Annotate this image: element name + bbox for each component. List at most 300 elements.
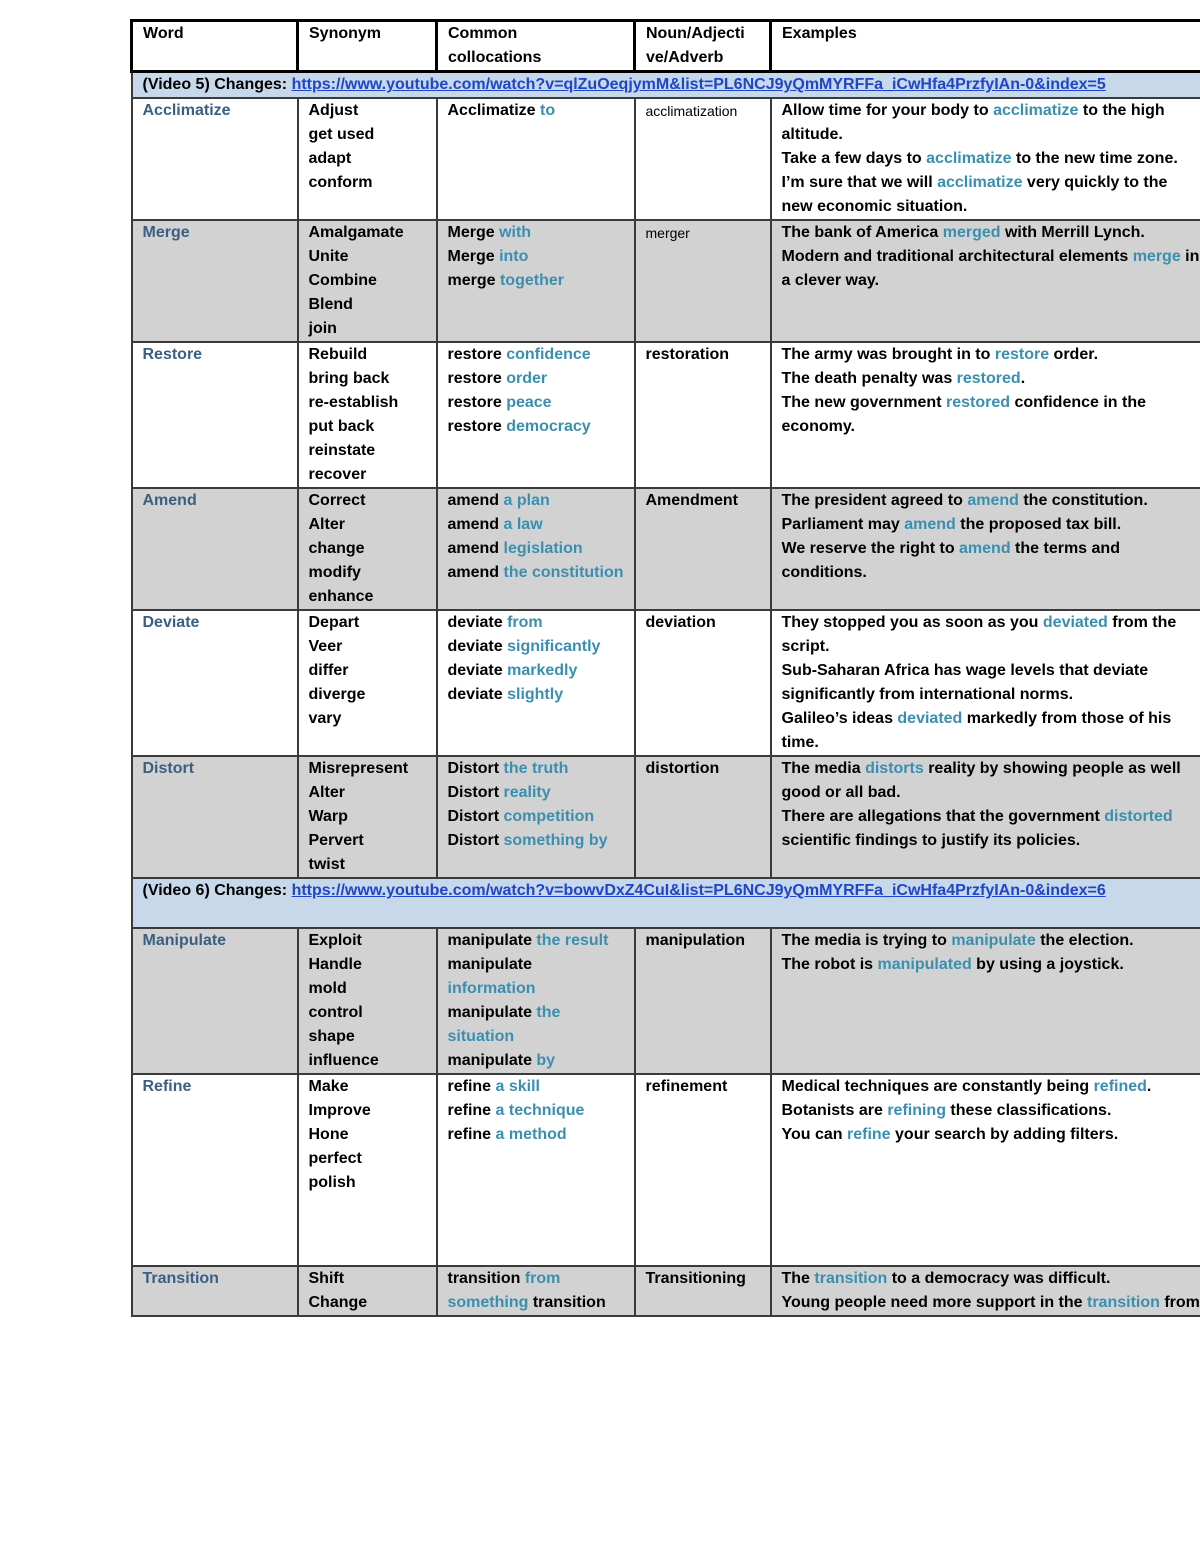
header-noun: Noun/Adjecti ve/Adverb bbox=[635, 21, 771, 72]
noun-form: deviation bbox=[645, 614, 716, 631]
collocation-highlight: the constitution bbox=[503, 564, 624, 581]
collocation-highlight: from bbox=[507, 614, 543, 631]
example-text: reality by showing people as well good or all bad. bbox=[781, 760, 1181, 801]
collocation-item bbox=[448, 611, 624, 635]
example-sentence bbox=[782, 221, 1200, 245]
word-cell bbox=[132, 488, 298, 610]
example-text: to the new time zone. bbox=[1011, 150, 1178, 167]
example-text: from the script. bbox=[781, 614, 1177, 655]
example-text: Allow time for your body to bbox=[781, 102, 994, 119]
synonym-cell bbox=[298, 220, 437, 342]
collocation-item bbox=[448, 391, 624, 415]
example-text: from bbox=[1159, 1294, 1200, 1311]
noun-cell bbox=[635, 1074, 771, 1266]
collocation-item bbox=[448, 781, 624, 805]
noun-cell bbox=[635, 1266, 771, 1316]
synonym-item: shape bbox=[308, 1028, 355, 1045]
synonym-item: Hone bbox=[308, 1126, 349, 1143]
collocation-highlight: confidence bbox=[506, 346, 591, 363]
collocation-item bbox=[448, 929, 624, 953]
example-sentence bbox=[782, 367, 1200, 391]
noun-cell bbox=[635, 342, 771, 488]
examples-cell bbox=[771, 1266, 1200, 1316]
collocation-text: manipulate bbox=[447, 1052, 537, 1069]
table-row bbox=[132, 1074, 1200, 1266]
example-text: your search by adding filters. bbox=[890, 1126, 1119, 1143]
noun-form: Transitioning bbox=[645, 1270, 746, 1287]
example-text: the terms and conditions. bbox=[781, 540, 1120, 581]
synonym-item: Make bbox=[308, 1078, 349, 1095]
collocation-highlight: a method bbox=[495, 1126, 567, 1143]
example-highlight: amend bbox=[967, 492, 1019, 509]
example-text: Sub-Saharan Africa has wage levels that deviate significantly from international norms. bbox=[781, 662, 1149, 703]
synonym-item: mold bbox=[308, 980, 347, 997]
collocation-item bbox=[448, 489, 624, 513]
examples-cell bbox=[771, 488, 1200, 610]
example-text: Parliament may bbox=[781, 516, 905, 533]
example-sentence bbox=[782, 707, 1200, 755]
example-highlight: merge bbox=[1132, 248, 1181, 265]
noun-form: refinement bbox=[645, 1078, 728, 1095]
collocation-text: Distort bbox=[447, 760, 504, 777]
collocation-cell bbox=[437, 610, 635, 756]
example-text: The army was brought in to bbox=[781, 346, 995, 363]
example-sentence bbox=[782, 343, 1200, 367]
collocation-item bbox=[448, 953, 624, 1001]
example-sentence bbox=[782, 513, 1200, 537]
synonym-cell bbox=[298, 1266, 437, 1316]
example-highlight: restored bbox=[945, 394, 1010, 411]
example-highlight: acclimatize bbox=[937, 174, 1023, 191]
word-cell bbox=[132, 610, 298, 756]
synonym-cell bbox=[298, 342, 437, 488]
collocation-text: restore bbox=[447, 370, 507, 387]
example-text: Medical techniques are constantly being bbox=[781, 1078, 1094, 1095]
synonym-item: polish bbox=[308, 1174, 356, 1191]
collocation-item bbox=[448, 245, 624, 269]
word-cell bbox=[132, 756, 298, 878]
example-text: very quickly to the new economic situation. bbox=[781, 174, 1168, 215]
collocation-highlight: with bbox=[499, 224, 532, 241]
examples-cell bbox=[771, 610, 1200, 756]
collocation-item bbox=[448, 683, 624, 707]
example-highlight: deviated bbox=[1042, 614, 1108, 631]
example-text: the proposed tax bill. bbox=[955, 516, 1122, 533]
collocation-highlight: the situation bbox=[447, 1004, 561, 1045]
collocation-text: amend bbox=[447, 564, 504, 581]
collocation-text: deviate bbox=[447, 638, 508, 655]
collocation-cell bbox=[437, 488, 635, 610]
example-highlight: refined bbox=[1093, 1078, 1147, 1095]
synonym-cell bbox=[298, 610, 437, 756]
synonym-item: Correct bbox=[308, 492, 366, 509]
collocation-highlight: information bbox=[447, 980, 536, 997]
collocation-highlight: peace bbox=[506, 394, 552, 411]
example-sentence bbox=[782, 245, 1200, 293]
table-row bbox=[132, 610, 1200, 756]
collocation-highlight: into bbox=[499, 248, 529, 265]
synonym-item: Blend bbox=[308, 296, 353, 313]
example-text: They stopped you as soon as you bbox=[781, 614, 1043, 631]
header-examples: Examples bbox=[771, 21, 1200, 72]
collocation-item bbox=[448, 367, 624, 391]
synonym-item: Depart bbox=[308, 614, 360, 631]
vocab-word: Amend bbox=[142, 492, 197, 509]
collocation-cell bbox=[437, 98, 635, 220]
example-sentence bbox=[782, 489, 1200, 513]
section-row-video-6 bbox=[132, 878, 1200, 928]
collocation-text: restore bbox=[447, 418, 507, 435]
example-text: The death penalty was bbox=[781, 370, 957, 387]
example-text: We reserve the right to bbox=[781, 540, 960, 557]
collocation-text: deviate bbox=[447, 614, 508, 631]
synonym-item: diverge bbox=[308, 686, 366, 703]
collocation-text: Distort bbox=[447, 832, 504, 849]
example-sentence bbox=[782, 659, 1200, 707]
collocation-text: merge bbox=[447, 272, 500, 289]
example-text: Botanists are bbox=[781, 1102, 888, 1119]
section-cell bbox=[132, 72, 1200, 99]
synonym-item: Handle bbox=[308, 956, 362, 973]
synonym-item: twist bbox=[308, 856, 345, 873]
word-cell bbox=[132, 220, 298, 342]
example-text: The president agreed to bbox=[781, 492, 968, 509]
collocation-text: Merge bbox=[447, 224, 500, 241]
synonym-item: Rebuild bbox=[308, 346, 368, 363]
collocation-cell bbox=[437, 1074, 635, 1266]
example-text: The new government bbox=[781, 394, 946, 411]
synonym-cell bbox=[298, 928, 437, 1074]
examples-cell bbox=[771, 1074, 1200, 1266]
collocation-highlight: by bbox=[536, 1052, 556, 1069]
example-text: The media bbox=[781, 760, 866, 777]
synonym-item: differ bbox=[308, 662, 349, 679]
word-cell bbox=[132, 928, 298, 1074]
vocab-word: Refine bbox=[142, 1078, 192, 1095]
collocation-text: Merge bbox=[447, 248, 500, 265]
noun-cell bbox=[635, 928, 771, 1074]
example-highlight: distorted bbox=[1104, 808, 1173, 825]
example-highlight: transition bbox=[1087, 1294, 1160, 1311]
document-page bbox=[130, 19, 1200, 1317]
collocation-item bbox=[448, 513, 624, 537]
synonym-item: Misrepresent bbox=[308, 760, 409, 777]
synonym-item: Combine bbox=[308, 272, 377, 289]
examples-cell bbox=[771, 928, 1200, 1074]
video-5-link[interactable]: https://www.youtube.com/watch?v=qlZuOeqjymM&list=PL6NCJ9yQmMYRFFa_iCwHfa4PrzfyIAn-0&index=5 bbox=[291, 76, 1106, 93]
synonym-item: Shift bbox=[308, 1270, 345, 1287]
collocation-item bbox=[448, 343, 624, 367]
collocation-highlight: the truth bbox=[503, 760, 569, 777]
header-word: Word bbox=[132, 21, 298, 72]
collocation-highlight: a technique bbox=[495, 1102, 585, 1119]
section-label: (Video 5) Changes: bbox=[142, 76, 292, 93]
example-sentence bbox=[782, 1075, 1200, 1099]
video-6-link[interactable]: https://www.youtube.com/watch?v=bowvDxZ4CuI&list=PL6NCJ9yQmMYRFFa_iCwHfa4PrzfyIAn-0&index=6 bbox=[291, 882, 1106, 899]
synonym-item: conform bbox=[308, 174, 373, 191]
collocation-item bbox=[448, 659, 624, 683]
synonym-item: Warp bbox=[308, 808, 348, 825]
synonym-item: reinstate bbox=[308, 442, 376, 459]
collocation-item bbox=[448, 1001, 624, 1049]
collocation-highlight: reality bbox=[503, 784, 551, 801]
word-cell bbox=[132, 1074, 298, 1266]
table-row bbox=[132, 342, 1200, 488]
collocation-item bbox=[448, 537, 624, 561]
example-highlight: restored bbox=[956, 370, 1021, 387]
example-highlight: amend bbox=[959, 540, 1011, 557]
example-sentence bbox=[782, 147, 1200, 171]
example-text: I’m sure that we will bbox=[781, 174, 938, 191]
synonym-item: bring back bbox=[308, 370, 390, 387]
noun-cell bbox=[635, 756, 771, 878]
synonym-item: control bbox=[308, 1004, 363, 1021]
example-text: in a clever way. bbox=[781, 248, 1200, 289]
example-text: the constitution. bbox=[1018, 492, 1148, 509]
example-text: Galileo’s ideas bbox=[781, 710, 898, 727]
collocation-item bbox=[448, 1075, 624, 1099]
collocation-text: deviate bbox=[447, 662, 508, 679]
collocation-text: amend bbox=[447, 492, 504, 509]
collocation-highlight: competition bbox=[503, 808, 595, 825]
synonym-item: get used bbox=[308, 126, 375, 143]
example-text: confidence in the economy. bbox=[781, 394, 1147, 435]
example-sentence bbox=[782, 391, 1200, 439]
example-text: with Merrill Lynch. bbox=[1000, 224, 1145, 241]
word-cell bbox=[132, 1266, 298, 1316]
synonym-item: influence bbox=[308, 1052, 379, 1069]
example-text: The media is trying to bbox=[781, 932, 952, 949]
table-row bbox=[132, 488, 1200, 610]
synonym-item: Change bbox=[308, 1294, 368, 1311]
collocation-item bbox=[448, 1123, 624, 1147]
vocab-word: Acclimatize bbox=[142, 102, 231, 119]
example-text: to the high altitude. bbox=[781, 102, 1165, 143]
collocation-highlight: a skill bbox=[495, 1078, 540, 1095]
noun-form: distortion bbox=[645, 760, 720, 777]
vocab-word: Transition bbox=[142, 1270, 219, 1287]
collocation-text: amend bbox=[447, 540, 504, 557]
collocation-highlight: something by bbox=[503, 832, 608, 849]
section-label: (Video 6) Changes: bbox=[142, 882, 292, 899]
example-sentence bbox=[782, 1099, 1200, 1123]
collocation-item bbox=[448, 415, 624, 439]
header-row bbox=[132, 21, 1200, 72]
example-sentence bbox=[782, 805, 1200, 853]
collocation-item bbox=[448, 1267, 624, 1315]
vocab-word: Distort bbox=[142, 760, 195, 777]
example-text: scientific findings to justify its policies. bbox=[781, 832, 1081, 849]
vocab-word: Restore bbox=[142, 346, 203, 363]
example-sentence bbox=[782, 929, 1200, 953]
synonym-item: adapt bbox=[308, 150, 352, 167]
header-synonym: Synonym bbox=[298, 21, 437, 72]
example-sentence bbox=[782, 953, 1200, 977]
collocation-item bbox=[448, 269, 624, 293]
example-highlight: deviated bbox=[897, 710, 963, 727]
synonym-item: Veer bbox=[308, 638, 343, 655]
collocation-text: refine bbox=[447, 1126, 496, 1143]
vocab-word: Merge bbox=[142, 224, 190, 241]
example-sentence bbox=[782, 1123, 1200, 1147]
collocation-highlight: a law bbox=[503, 516, 543, 533]
collocation-text: refine bbox=[447, 1078, 496, 1095]
synonym-item: change bbox=[308, 540, 365, 557]
collocation-item bbox=[448, 99, 624, 123]
collocation-item bbox=[448, 805, 624, 829]
example-highlight: merged bbox=[942, 224, 1001, 241]
collocation-item bbox=[448, 829, 624, 853]
noun-form: merger bbox=[645, 225, 690, 241]
synonym-item: recover bbox=[308, 466, 367, 483]
synonym-item: Improve bbox=[308, 1102, 371, 1119]
collocation-item bbox=[448, 561, 624, 585]
synonym-item: Amalgamate bbox=[308, 224, 404, 241]
synonym-item: put back bbox=[308, 418, 375, 435]
collocation-highlight: order bbox=[506, 370, 548, 387]
word-cell bbox=[132, 98, 298, 220]
example-highlight: distorts bbox=[865, 760, 924, 777]
collocation-text: restore bbox=[447, 394, 507, 411]
collocation-text: manipulate bbox=[447, 956, 532, 973]
example-text: . bbox=[1146, 1078, 1152, 1095]
table-row bbox=[132, 98, 1200, 220]
collocation-highlight: the result bbox=[536, 932, 609, 949]
example-text: by using a joystick. bbox=[971, 956, 1124, 973]
synonym-item: re-establish bbox=[308, 394, 399, 411]
examples-cell bbox=[771, 98, 1200, 220]
example-highlight: transition bbox=[814, 1270, 888, 1287]
collocation-cell bbox=[437, 220, 635, 342]
example-text: The robot is bbox=[781, 956, 878, 973]
example-highlight: acclimatize bbox=[993, 102, 1079, 119]
noun-form: Amendment bbox=[645, 492, 738, 509]
synonym-item: modify bbox=[308, 564, 361, 581]
synonym-cell bbox=[298, 98, 437, 220]
header-collocations: Common collocations bbox=[437, 21, 635, 72]
example-highlight: refining bbox=[887, 1102, 946, 1119]
collocation-highlight: to bbox=[539, 102, 556, 119]
example-sentence bbox=[782, 537, 1200, 585]
vocabulary-table bbox=[130, 19, 1200, 1317]
synonym-item: Exploit bbox=[308, 932, 362, 949]
collocation-cell bbox=[437, 928, 635, 1074]
collocation-highlight: slightly bbox=[507, 686, 564, 703]
vocab-word: Manipulate bbox=[142, 932, 227, 949]
vocab-word: Deviate bbox=[142, 614, 200, 631]
collocation-item bbox=[448, 1099, 624, 1123]
section-cell bbox=[132, 878, 1200, 928]
collocation-highlight: democracy bbox=[506, 418, 591, 435]
collocation-highlight: legislation bbox=[503, 540, 583, 557]
collocation-text: deviate bbox=[447, 686, 508, 703]
example-highlight: restore bbox=[994, 346, 1050, 363]
example-sentence bbox=[782, 611, 1200, 659]
noun-cell bbox=[635, 488, 771, 610]
noun-cell bbox=[635, 98, 771, 220]
table-row bbox=[132, 756, 1200, 878]
example-highlight: amend bbox=[904, 516, 956, 533]
collocation-highlight: markedly bbox=[507, 662, 578, 679]
collocation-highlight: significantly bbox=[507, 638, 601, 655]
example-text: to a democracy was difficult. bbox=[887, 1270, 1111, 1287]
example-highlight: manipulate bbox=[951, 932, 1036, 949]
synonym-item: join bbox=[308, 320, 337, 337]
collocation-cell bbox=[437, 1266, 635, 1316]
collocation-text: Distort bbox=[447, 784, 504, 801]
synonym-item: Pervert bbox=[308, 832, 364, 849]
synonym-item: Unite bbox=[308, 248, 349, 265]
collocation-text: manipulate bbox=[447, 932, 537, 949]
collocation-highlight: a plan bbox=[503, 492, 550, 509]
example-sentence bbox=[782, 757, 1200, 805]
collocation-cell bbox=[437, 756, 635, 878]
synonym-cell bbox=[298, 756, 437, 878]
collocation-item bbox=[448, 221, 624, 245]
noun-cell bbox=[635, 610, 771, 756]
synonym-item: perfect bbox=[308, 1150, 362, 1167]
synonym-item: Adjust bbox=[308, 102, 359, 119]
collocation-text: transition bbox=[447, 1270, 525, 1287]
example-text: Young people need more support in the bbox=[781, 1294, 1087, 1311]
example-sentence bbox=[782, 99, 1200, 147]
collocation-highlight: together bbox=[499, 272, 564, 289]
collocation-item bbox=[448, 1049, 624, 1073]
collocation-text: manipulate bbox=[447, 1004, 537, 1021]
collocation-text: restore bbox=[447, 346, 507, 363]
noun-form: acclimatization bbox=[645, 103, 738, 119]
synonym-cell bbox=[298, 488, 437, 610]
example-highlight: acclimatize bbox=[926, 150, 1012, 167]
collocation-highlight: from something bbox=[447, 1270, 561, 1311]
noun-cell bbox=[635, 220, 771, 342]
synonym-item: vary bbox=[308, 710, 342, 727]
synonym-item: Alter bbox=[308, 516, 345, 533]
table-row bbox=[132, 928, 1200, 1074]
examples-cell bbox=[771, 342, 1200, 488]
collocation-cell bbox=[437, 342, 635, 488]
synonym-item: Alter bbox=[308, 784, 345, 801]
example-text: markedly from those of his time. bbox=[781, 710, 1172, 751]
collocation-text: transition bbox=[528, 1294, 606, 1311]
example-highlight: refine bbox=[847, 1126, 891, 1143]
example-text: The bbox=[781, 1270, 815, 1287]
examples-cell bbox=[771, 756, 1200, 878]
synonym-item: enhance bbox=[308, 588, 374, 605]
table-row bbox=[132, 220, 1200, 342]
example-text: There are allegations that the government bbox=[781, 808, 1105, 825]
example-text: Modern and traditional architectural elements bbox=[781, 248, 1133, 265]
section-row-video-5 bbox=[132, 72, 1200, 99]
example-sentence bbox=[782, 1291, 1200, 1315]
example-text: order. bbox=[1049, 346, 1099, 363]
example-sentence bbox=[782, 1267, 1200, 1291]
word-cell bbox=[132, 342, 298, 488]
collocation-text: Acclimatize bbox=[447, 102, 540, 119]
example-text: the election. bbox=[1035, 932, 1134, 949]
example-sentence bbox=[782, 171, 1200, 219]
example-text: these classifications. bbox=[945, 1102, 1112, 1119]
table-row bbox=[132, 1266, 1200, 1316]
collocation-text: amend bbox=[447, 516, 504, 533]
example-text: . bbox=[1020, 370, 1026, 387]
collocation-item bbox=[448, 635, 624, 659]
collocation-item bbox=[448, 757, 624, 781]
synonym-cell bbox=[298, 1074, 437, 1266]
noun-form: restoration bbox=[645, 346, 730, 363]
example-text: The bank of America bbox=[781, 224, 943, 241]
example-highlight: manipulated bbox=[877, 956, 972, 973]
